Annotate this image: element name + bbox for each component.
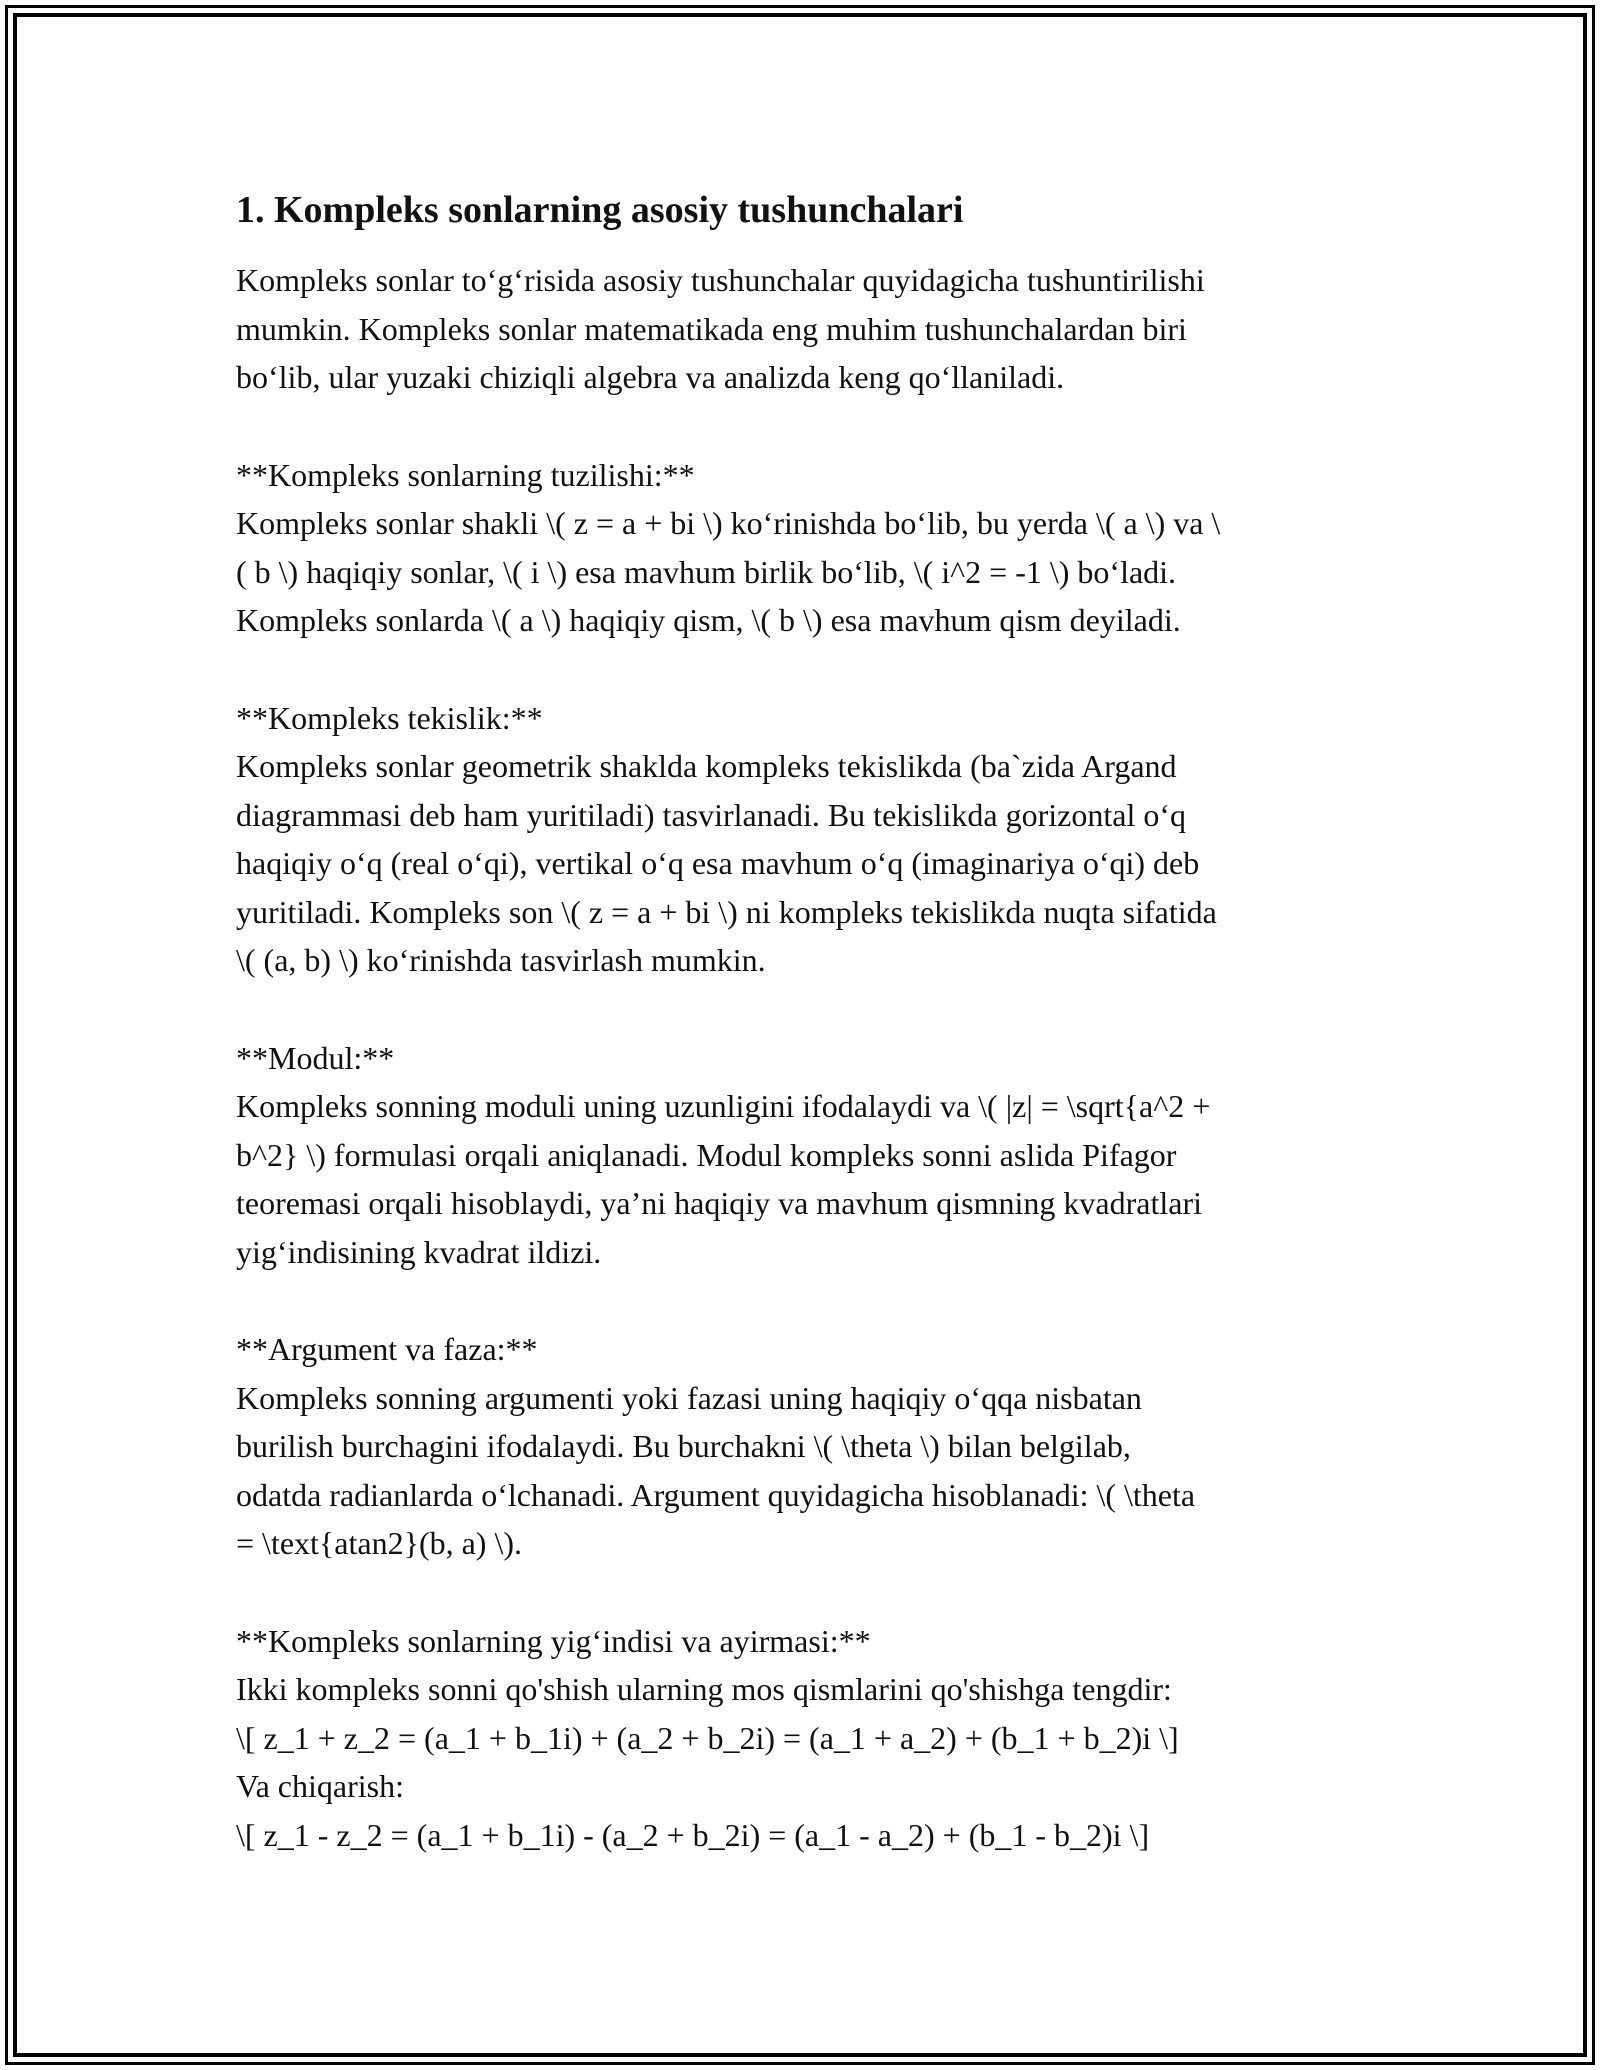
formula-line: \[ z_1 - z_2 = (a_1 + b_1i) - (a_2 + b_2i) = (a_1 - a_2) + (b_1 - b_2)i \] [236,1816,1150,1853]
text-line: b^2} \) formulasi orqali aniqlanadi. Modul kompleks sonni aslida Pifagor [236,1136,1177,1173]
text-line: mumkin. Kompleks sonlar matematikada eng muhim tushunchalardan biri [236,310,1187,347]
text-line: yuritiladi. Kompleks son \( z = a + bi \) ni kompleks tekislikda nuqta sifatida [236,893,1217,930]
section-title: **Kompleks sonlarning tuzilishi:** [236,456,695,493]
section-title: **Kompleks sonlarning yig‘indisi va ayirmasi:** [236,1622,871,1659]
document-heading: 1. Kompleks sonlarning asosiy tushunchalari [236,189,964,231]
text-line: teoremasi orqali hisoblaydi, ya’ni haqiqiy va mavhum qismning kvadratlari [236,1185,1202,1221]
text-line: bo‘lib, ular yuzaki chiziqli algebra va analizda keng qo‘llaniladi. [236,359,1065,395]
section-complex-plane [236,694,1386,985]
text-line: yig‘indisining kvadrat ildizi. [236,1233,602,1270]
text-line: = \text{atan2}(b, a) \). [236,1525,522,1561]
text-line: Kompleks sonlar geometrik shaklda kompleks tekislikda (ba`zida Argand [236,748,1177,784]
text-line: Kompleks sonlar to‘g‘risida asosiy tushunchalar quyidagicha tushuntirilishi [236,262,1205,298]
document-body [236,186,1386,1859]
text-line: haqiqiy o‘q (real o‘qi), vertikal o‘q esa mavhum o‘q (imaginariya o‘qi) deb [236,845,1200,881]
text-line: Kompleks sonning argumenti yoki fazasi uning haqiqiy o‘qqa nisbatan [236,1379,1142,1416]
formula-line: \[ z_1 + z_2 = (a_1 + b_1i) + (a_2 + b_2i) = (a_1 + a_2) + (b_1 + b_2)i \] [236,1719,1179,1756]
text-line: Kompleks sonlarda \( a \) haqiqiy qism, \( b \) esa mavhum qism deyiladi. [236,602,1181,638]
text-line: Kompleks sonning moduli uning uzunligini ifodalaydi va \( |z| = \sqrt{a^2 + [236,1088,1211,1124]
intro-paragraph [236,256,1386,402]
text-line: diagrammasi deb ham yuritiladi) tasvirlanadi. Bu tekislikda gorizontal o‘q [236,796,1186,833]
text-line: Ikki kompleks sonni qo'shish ularning mos qismlarini qo'shishga tengdir: [236,1671,1172,1707]
text-line: odatda radianlarda o‘lchanadi. Argument quyidagicha hisoblanadi: \( \theta [236,1476,1196,1513]
section-structure [236,451,1386,645]
section-modulus [236,1034,1386,1277]
text-line: Kompleks sonlar shakli \( z = a + bi \) ko‘rinishda bo‘lib, bu yerda \( a \) va \ [236,505,1221,541]
section-argument [236,1325,1386,1568]
section-title: **Modul:** [236,1039,395,1076]
text-line: burilish burchagini ifodalaydi. Bu burchakni \( \theta \) bilan belgilab, [236,1428,1131,1464]
section-title: **Argument va faza:** [236,1331,538,1367]
section-sum-difference [236,1617,1386,1860]
text-line: \( (a, b) \) ko‘rinishda tasvirlash mumkin. [236,942,766,978]
text-line: Va chiqarish: [236,1768,404,1804]
section-title: **Kompleks tekislik:** [236,699,543,736]
text-line: ( b \) haqiqiy sonlar, \( i \) esa mavhum birlik bo‘lib, \( i^2 = -1 \) bo‘ladi. [236,553,1177,590]
